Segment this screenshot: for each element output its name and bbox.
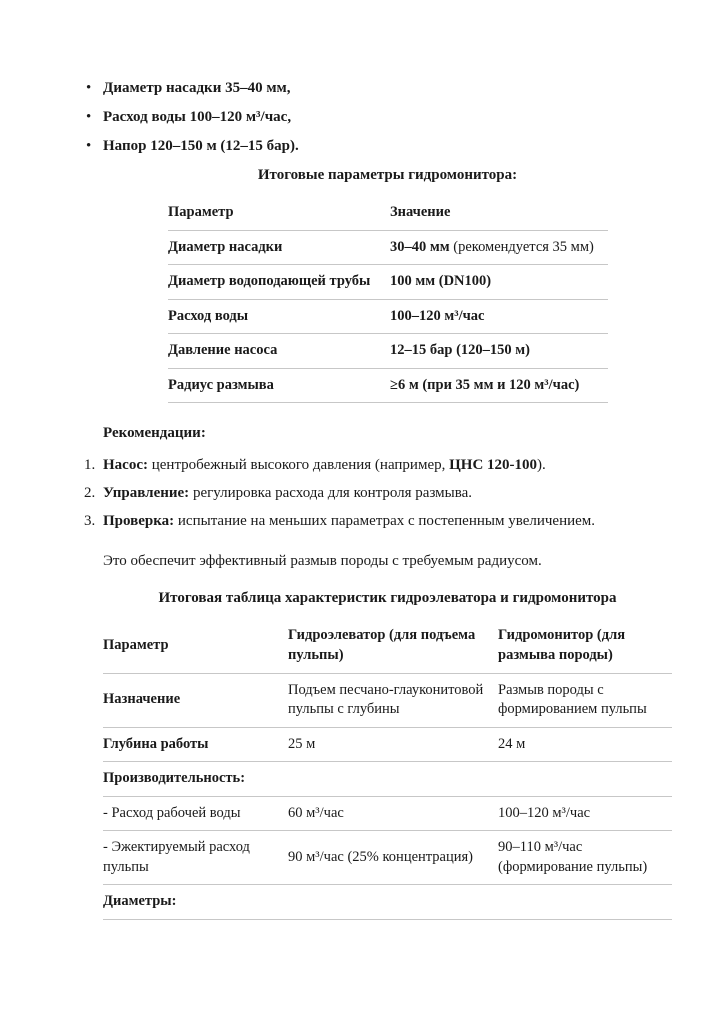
recommendation-item [84,455,672,476]
comparison-table-title: Итоговая таблица характеристик гидроэлеватора и гидромонитора [158,590,617,607]
value-cell [390,299,608,334]
table-header-row [168,196,608,230]
table-row [168,299,608,334]
param-cell: Назначение [103,673,288,727]
value-cell [390,368,608,403]
params-table [168,196,608,403]
recommendation-item [84,483,672,504]
conclusion-paragraph: Это обеспечит эффективный размыв породы с требуемым радиусом. [103,553,542,570]
table-row [103,727,672,762]
bullet-item: • Напор 120–150 м (12–15 бар). [103,136,672,157]
table-row [103,673,672,727]
value-bold-text: 100–120 м³/час [390,307,485,324]
hydroelevator-cell: 90 м³/час (25% концентрация) [288,831,498,885]
recommendation-text: испытание на меньших параметрах с постепенным увеличением. [174,513,596,530]
table-row [168,265,608,300]
table-row [168,334,608,369]
recommendation-text: регулировка расхода для контроля размыва. [189,485,473,502]
value-bold-text: ≥6 м (при 35 мм и 120 м³/час) [390,376,580,393]
recommendations-list [84,455,672,532]
recommendation-tail: ). [537,457,546,474]
section-label-productivity: Производительность: [103,762,672,797]
recommendation-bold: ЦНС 120-100 [449,457,538,474]
value-bold-text: 12–15 бар (120–150 м) [390,342,530,359]
recommendation-lead: Проверка: [103,513,175,530]
table-row [168,368,608,403]
column-header-hydroelevator: Гидроэлеватор (для подъема пульпы) [288,619,498,673]
param-cell: Диаметр насадки [168,230,390,265]
column-header-hydromonitor: Гидромонитор (для размыва породы) [498,619,672,673]
param-cell: Радиус размыва [168,368,390,403]
bullet-item: • Расход воды 100–120 м³/час, [103,107,672,128]
param-cell: - Расход рабочей воды [103,796,288,831]
value-rest-text: (рекомендуется 35 мм) [449,238,594,255]
recommendation-item [84,511,672,532]
column-header-value: Значение [390,196,608,230]
param-cell: - Эжектируемый расход пульпы [103,831,288,885]
recommendation-lead: Насос: [103,457,148,474]
hydromonitor-cell: Размыв породы с формированием пульпы [498,673,672,727]
hydromonitor-cell: 100–120 м³/час [498,796,672,831]
section-label-diameters: Диаметры: [103,885,672,920]
param-cell: Давление насоса [168,334,390,369]
table-row [168,230,608,265]
bullet-item: • Диаметр насадки 35–40 мм, [103,78,672,99]
list-number: 3. [84,513,96,530]
table-row [103,796,672,831]
comparison-table [103,619,672,920]
param-cell: Глубина работы [103,727,288,762]
column-header-param: Параметр [168,196,390,230]
table-header-row [103,619,672,673]
section-row [103,762,672,797]
bullet-list [103,78,672,157]
recommendation-lead: Управление: [103,485,190,502]
section-row [103,885,672,920]
recommendations-heading: Рекомендации: [103,425,206,442]
value-cell [390,334,608,369]
list-number: 2. [84,485,96,502]
value-cell [390,230,608,265]
summary-table-title: Итоговые параметры гидромонитора: [257,167,518,183]
param-cell: Расход воды [168,299,390,334]
hydroelevator-cell: Подъем песчано-глауконитовой пульпы с глубины [288,673,498,727]
hydroelevator-cell: 60 м³/час [288,796,498,831]
value-bold-text: 30–40 мм [390,238,450,255]
value-cell [390,265,608,300]
hydromonitor-cell: 90–110 м³/час (формирование пульпы) [498,831,672,885]
hydromonitor-cell: 24 м [498,727,672,762]
param-cell: Диаметр водоподающей трубы [168,265,390,300]
table-row [103,831,672,885]
hydroelevator-cell: 25 м [288,727,498,762]
column-header-param: Параметр [103,619,288,673]
list-number: 1. [84,457,96,474]
value-bold-text: 100 мм (DN100) [390,273,492,290]
recommendation-text: центробежный высокого давления (например, [147,457,450,474]
